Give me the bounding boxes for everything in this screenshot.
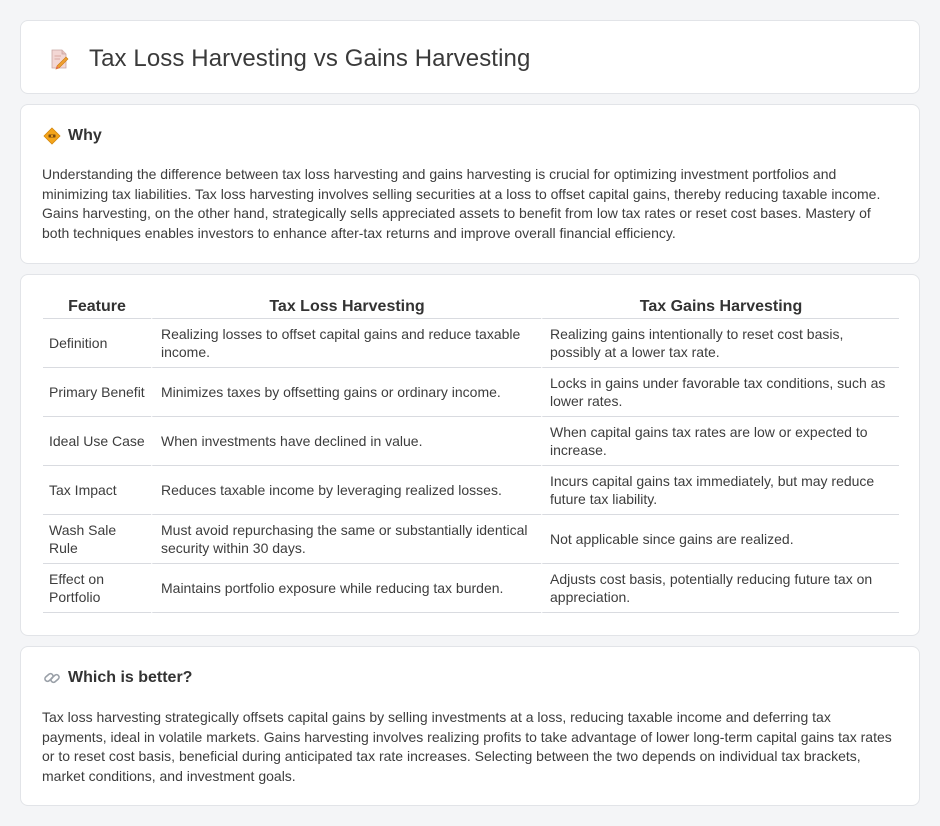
- gain-cell: Realizing gains intentionally to reset cost basis, possibly at a lower tax rate.: [541, 319, 899, 368]
- why-heading: Why: [68, 127, 102, 144]
- feature-cell: Ideal Use Case: [43, 417, 151, 466]
- table-row: [43, 319, 899, 368]
- diamond-warning-icon: [43, 127, 61, 145]
- feature-cell: Definition: [43, 319, 151, 368]
- feature-cell: Primary Benefit: [43, 368, 151, 417]
- table-row: [43, 466, 899, 515]
- gain-cell: Not applicable since gains are realized.: [541, 515, 899, 564]
- why-text: Understanding the difference between tax loss harvesting and gains harvesting is crucial for optimizing investment portfolios and minimizing tax liabilities. Tax loss harvesting involves selling securities at a loss to offset capital gains, thereby reducing taxable income. Gains harvesting, on the other hand, strategically sells appreciated assets to benefit from low tax rates or reset cost bases. Mastery of both techniques enables investors to enhance after-tax returns and improve overall financial efficiency.: [42, 166, 881, 241]
- title-row: [47, 45, 530, 73]
- column-header-loss: Tax Loss Harvesting: [151, 297, 541, 319]
- column-header-gain: Tax Gains Harvesting: [541, 297, 899, 319]
- loss-cell: Must avoid repurchasing the same or substantially identical security within 30 days.: [151, 515, 541, 564]
- page-title: Tax Loss Harvesting vs Gains Harvesting: [89, 45, 531, 72]
- feature-cell: Tax Impact: [43, 466, 151, 515]
- which-better-section: [20, 646, 920, 806]
- gain-cell: Locks in gains under favorable tax conditions, such as lower rates.: [541, 368, 899, 417]
- column-header-feature: Feature: [43, 297, 151, 319]
- loss-cell: When investments have declined in value.: [151, 417, 541, 466]
- loss-cell: Minimizes taxes by offsetting gains or ordinary income.: [151, 368, 541, 417]
- table-row: [43, 417, 899, 466]
- title-card: [20, 20, 920, 94]
- document-pencil-icon: [47, 47, 71, 71]
- comparison-section: [20, 274, 920, 636]
- why-heading-row: [43, 127, 102, 145]
- feature-cell: Wash Sale Rule: [43, 515, 151, 564]
- table-header-row: [43, 297, 899, 319]
- gain-cell: Adjusts cost basis, potentially reducing future tax on appreciation.: [541, 564, 899, 613]
- link-icon: [43, 669, 61, 687]
- comparison-table: [43, 297, 899, 613]
- feature-cell: Effect on Portfolio: [43, 564, 151, 613]
- better-text: Tax loss harvesting strategically offsets capital gains by selling investments at a loss, reducing taxable income and deferring tax payments, ideal in volatile markets. Gains harvesting involves realizing profits to take advantage of lower long-term capital gains tax rates or to reset cost basis, beneficial during anticipated tax rate increases. Selecting between the two depends on individual tax brackets, market conditions, and investment goals.: [42, 709, 892, 784]
- loss-cell: Maintains portfolio exposure while reducing tax burden.: [151, 564, 541, 613]
- gain-cell: Incurs capital gains tax immediately, but may reduce future tax liability.: [541, 466, 899, 515]
- loss-cell: Realizing losses to offset capital gains and reduce taxable income.: [151, 319, 541, 368]
- table-row: [43, 368, 899, 417]
- why-section: [20, 104, 920, 264]
- table-row: [43, 564, 899, 613]
- gain-cell: When capital gains tax rates are low or expected to increase.: [541, 417, 899, 466]
- table-row: [43, 515, 899, 564]
- better-heading: Which is better?: [68, 669, 193, 686]
- better-heading-row: [43, 669, 192, 687]
- loss-cell: Reduces taxable income by leveraging realized losses.: [151, 466, 541, 515]
